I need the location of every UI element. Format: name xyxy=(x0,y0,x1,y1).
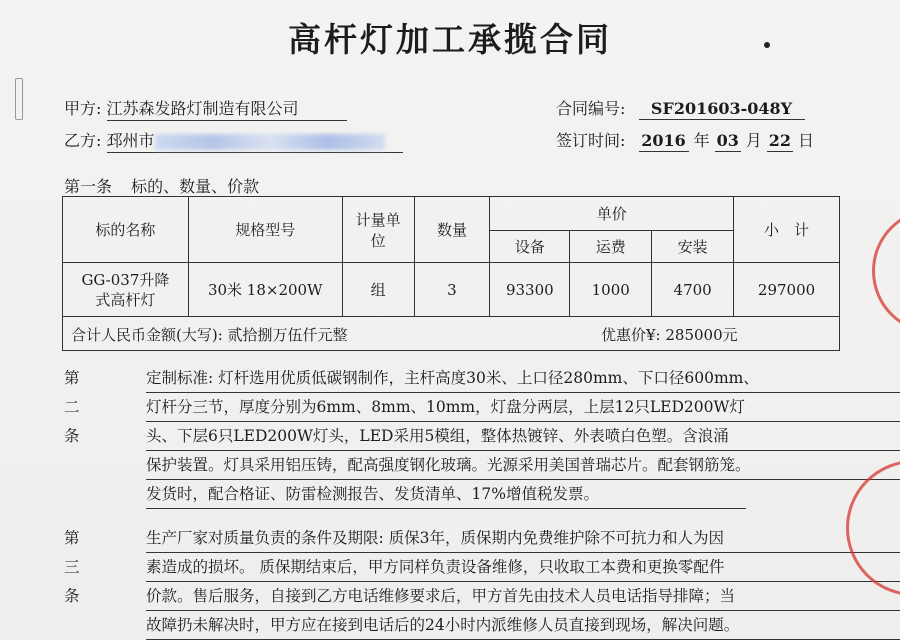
section2-line: 保护装置。灯具采用铝压铸，配高强度钢化玻璃。光源采用美国普瑞芯片。配套钢筋笼。 xyxy=(146,451,900,480)
header-unit: 计量单位 xyxy=(342,197,414,263)
contract-no-value: SF201603-048Y xyxy=(639,99,805,120)
party-a-row xyxy=(64,96,347,121)
section1-heading xyxy=(64,174,259,197)
contract-no-label: 合同编号: xyxy=(556,99,626,118)
year-unit: 年 xyxy=(693,131,710,150)
party-b-value: 邳州市 xyxy=(106,131,155,150)
section1-label: 第一条 xyxy=(64,177,113,196)
section2-line: 灯杆分三节，厚度分别为6mm、8mm、10mm，灯盘分两层，上层12只LED200W灯 xyxy=(146,393,900,422)
total-row xyxy=(62,316,840,351)
header-qty: 数量 xyxy=(414,197,490,263)
party-a-label: 甲方: xyxy=(64,99,102,118)
cell-spec: 30米 18×200W xyxy=(188,263,342,317)
header-subtotal: 小 计 xyxy=(734,197,840,263)
section3-line: 生产厂家对质量负责的条件及期限: 质保3年，质保期内免费维护除不可抗力和人为因 xyxy=(146,524,900,553)
section3-line: 素造成的损坏。 质保期结束后，甲方同样负责设备维修，只收取工本费和更换零配件 xyxy=(146,553,900,582)
discount-label: 优惠价¥: 285000元 xyxy=(601,326,738,344)
price-table xyxy=(62,196,840,317)
month-unit: 月 xyxy=(745,131,762,150)
sign-day: 22 xyxy=(768,131,792,150)
total-label: 合计人民币金额(大写): 贰拾捌万伍仟元整 xyxy=(71,326,348,344)
cell-subtotal: 297000 xyxy=(734,263,840,317)
contract-no-row xyxy=(556,96,805,120)
header-freight: 运费 xyxy=(570,231,652,263)
party-b-label: 乙方: xyxy=(64,131,102,150)
redacted-blur xyxy=(155,134,385,150)
header-price: 单价 xyxy=(490,197,734,231)
header-equipment: 设备 xyxy=(490,231,570,263)
cell-freight: 1000 xyxy=(570,263,652,317)
cell-equipment: 93300 xyxy=(490,263,570,317)
header-install: 安装 xyxy=(652,231,734,263)
header-name: 标的名称 xyxy=(63,197,189,263)
cell-name: GG-037升降式高杆灯 xyxy=(63,263,189,317)
sign-year: 2016 xyxy=(639,131,689,152)
binding-mark xyxy=(15,78,23,120)
cell-qty: 3 xyxy=(414,263,490,317)
ink-dot xyxy=(764,42,770,48)
document-title: 高杆灯加工承揽合同 xyxy=(288,20,612,59)
sign-month: 03 xyxy=(716,131,739,150)
section3-line: 故障扔未解决时，甲方应在接到电话后的24小时内派维修人员直接到现场，解决问题。 xyxy=(146,611,900,640)
section2-line: 定制标准: 灯杆选用优质低碳钢制作，主杆高度30米、上口径280mm、下口径600mm、 xyxy=(146,364,900,393)
sign-date-label: 签订时间: xyxy=(556,131,626,150)
header-spec: 规格型号 xyxy=(188,197,342,263)
section2-line: 发货时，配合格证、防雷检测报告、发货清单、17%增值税发票。 xyxy=(146,480,746,509)
red-seal-upper xyxy=(872,208,900,334)
section2-line: 头、下层6只LED200W灯头，LED采用5模组，整体热镀锌、外表喷白色塑。含浪涌 xyxy=(146,422,900,451)
sign-date-row xyxy=(556,128,814,152)
section3-label: 第三条 xyxy=(64,529,80,605)
day-unit: 日 xyxy=(798,131,815,150)
section1-title: 标的、数量、价款 xyxy=(131,177,260,196)
party-b-row xyxy=(64,128,403,153)
section2-label: 第二条 xyxy=(64,369,80,445)
section3-line: 价款。售后服务，自接到乙方电话维修要求后，甲方首先由技术人员电话指导排障；当 xyxy=(146,582,900,611)
party-a-value: 江苏森发路灯制造有限公司 xyxy=(107,96,347,121)
cell-install: 4700 xyxy=(652,263,734,317)
cell-unit: 组 xyxy=(342,263,414,317)
